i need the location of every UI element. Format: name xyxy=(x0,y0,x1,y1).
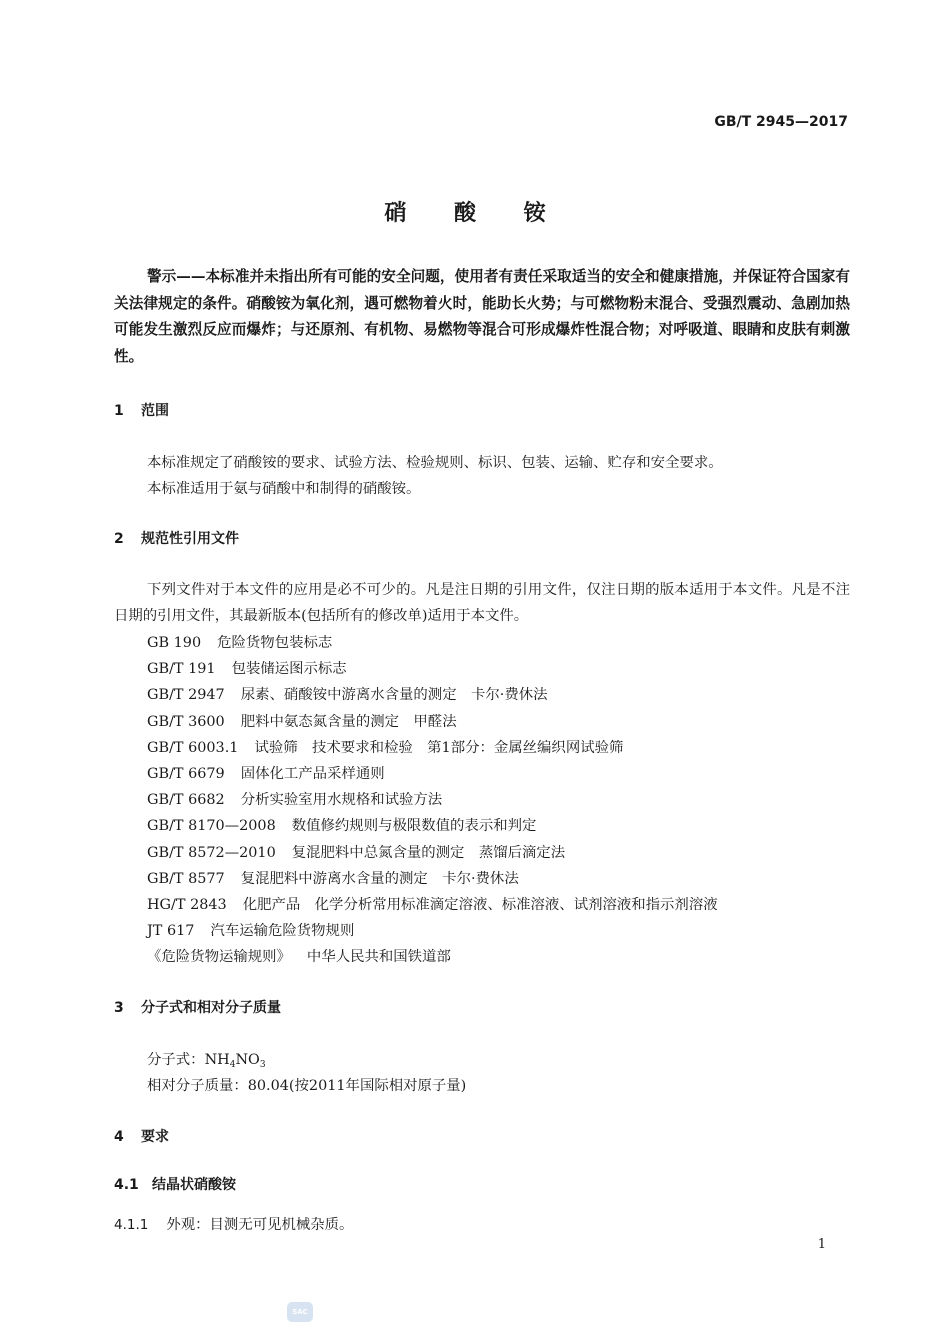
sac-logo: SAC xyxy=(287,1302,313,1322)
section-3-heading xyxy=(114,997,281,1017)
reference-code: GB/T 191 xyxy=(147,661,216,678)
scope-paragraph-2: 本标准适用于氨与硝酸中和制得的硝酸铵。 xyxy=(147,481,421,497)
reference-item xyxy=(147,631,332,652)
reference-title: 中华人民共和国铁道部 xyxy=(306,949,451,966)
section-number: 4 xyxy=(114,1129,124,1145)
reference-item xyxy=(147,919,354,940)
reference-title: 尿素、硝酸铵中游离水含量的测定 卡尔·费休法 xyxy=(240,687,548,704)
formula-part: NO xyxy=(235,1052,260,1068)
clause-number: 4.1.1 xyxy=(114,1217,149,1233)
formula-part: NH xyxy=(204,1052,230,1068)
reference-item xyxy=(147,710,457,731)
warning-paragraph: 警示——本标准并未指出所有可能的安全问题，使用者有责任采取适当的安全和健康措施，并保证符合国家有关法律规定的条件。硝酸铵为氧化剂，遇可燃物着火时，能助长火势；与可燃物粉末混合、受强烈震动、急剧加热可能发生激烈反应而爆炸；与还原剂、有机物、易燃物等混合可形成爆炸性混合物；对呼吸道、眼睛和皮肤有刺激性。 xyxy=(114,268,850,365)
section-number: 2 xyxy=(114,531,124,547)
reference-item xyxy=(147,893,718,914)
reference-item xyxy=(147,657,347,678)
relative-molecular-mass: 相对分子质量：80.04(按2011年国际相对原子量) xyxy=(147,1078,467,1094)
reference-title: 化肥产品 化学分析常用标准滴定溶液、标准溶液、试剂溶液和指示剂溶液 xyxy=(242,897,718,913)
section-title: 分子式和相对分子质量 xyxy=(141,1000,281,1016)
section-title: 结晶状硝酸铵 xyxy=(152,1177,236,1193)
section-1-heading xyxy=(114,400,169,420)
standard-number: GB/T 2945—2017 xyxy=(714,114,848,130)
section-number: 4.1 xyxy=(114,1177,139,1193)
reference-code: HG/T 2843 xyxy=(147,897,227,913)
scope-paragraph-1: 本标准规定了硝酸铵的要求、试验方法、检验规则、标识、包装、运输、贮存和安全要求。 xyxy=(147,455,723,471)
section-number: 3 xyxy=(114,1000,124,1016)
reference-title: 包装储运图示标志 xyxy=(231,661,347,678)
reference-title: 固体化工产品采样通则 xyxy=(240,766,385,782)
clause-text: 外观：目测无可见机械杂质。 xyxy=(166,1217,354,1233)
reference-item xyxy=(147,814,536,835)
reference-code: 《危险货物运输规则》 xyxy=(147,949,291,966)
reference-item xyxy=(147,841,565,862)
reference-item xyxy=(147,867,519,888)
reference-item xyxy=(147,945,451,966)
reference-code: GB/T 3600 xyxy=(147,713,225,730)
formula-subscript: 3 xyxy=(259,1060,266,1070)
reference-title: 肥料中氨态氮含量的测定 甲醛法 xyxy=(240,713,457,730)
reference-title: 复混肥料中总氮含量的测定 蒸馏后滴定法 xyxy=(291,844,566,861)
document-title: 硝 酸 铵 xyxy=(384,201,566,226)
reference-code: GB/T 8577 xyxy=(147,870,225,887)
clause-4-1-1 xyxy=(114,1213,353,1234)
reference-title: 汽车运输危险货物规则 xyxy=(210,923,355,940)
reference-code: GB/T 8170—2008 xyxy=(147,818,276,835)
reference-code: JT 617 xyxy=(147,923,195,940)
page-number: 1 xyxy=(817,1237,826,1252)
reference-code: GB/T 2947 xyxy=(147,687,225,704)
reference-title: 试验筛 技术要求和检验 第1部分：金属丝编织网试验筛 xyxy=(254,739,624,756)
reference-title: 复混肥料中游离水含量的测定 卡尔·费休法 xyxy=(240,870,519,887)
section-4-heading xyxy=(114,1126,169,1146)
reference-title: 危险货物包装标志 xyxy=(217,635,333,651)
section-2-heading xyxy=(114,528,239,548)
references-intro: 下列文件对于本文件的应用是必不可少的。凡是注日期的引用文件，仅注日期的版本适用于本文件。凡是不注日期的引用文件，其最新版本(包括所有的修改单)适用于本文件。 xyxy=(114,582,850,624)
section-title: 范围 xyxy=(141,403,169,419)
reference-item xyxy=(147,762,385,783)
reference-code: GB 190 xyxy=(147,635,202,651)
reference-code: GB/T 6682 xyxy=(147,792,225,809)
reference-title: 分析实验室用水规格和试验方法 xyxy=(240,792,443,809)
reference-code: GB/T 8572—2010 xyxy=(147,844,276,861)
section-4-1-heading xyxy=(114,1174,236,1194)
reference-item xyxy=(147,788,442,809)
molecular-formula xyxy=(147,1048,266,1070)
reference-title: 数值修约规则与极限数值的表示和判定 xyxy=(291,818,537,835)
section-number: 1 xyxy=(114,403,124,419)
formula-label: 分子式： xyxy=(147,1052,205,1068)
reference-item xyxy=(147,683,548,704)
section-title: 规范性引用文件 xyxy=(141,531,239,547)
reference-code: GB/T 6679 xyxy=(147,766,225,782)
section-title: 要求 xyxy=(141,1129,169,1145)
reference-item xyxy=(147,736,623,757)
formula-subscript: 4 xyxy=(229,1060,236,1070)
reference-code: GB/T 6003.1 xyxy=(147,739,239,756)
